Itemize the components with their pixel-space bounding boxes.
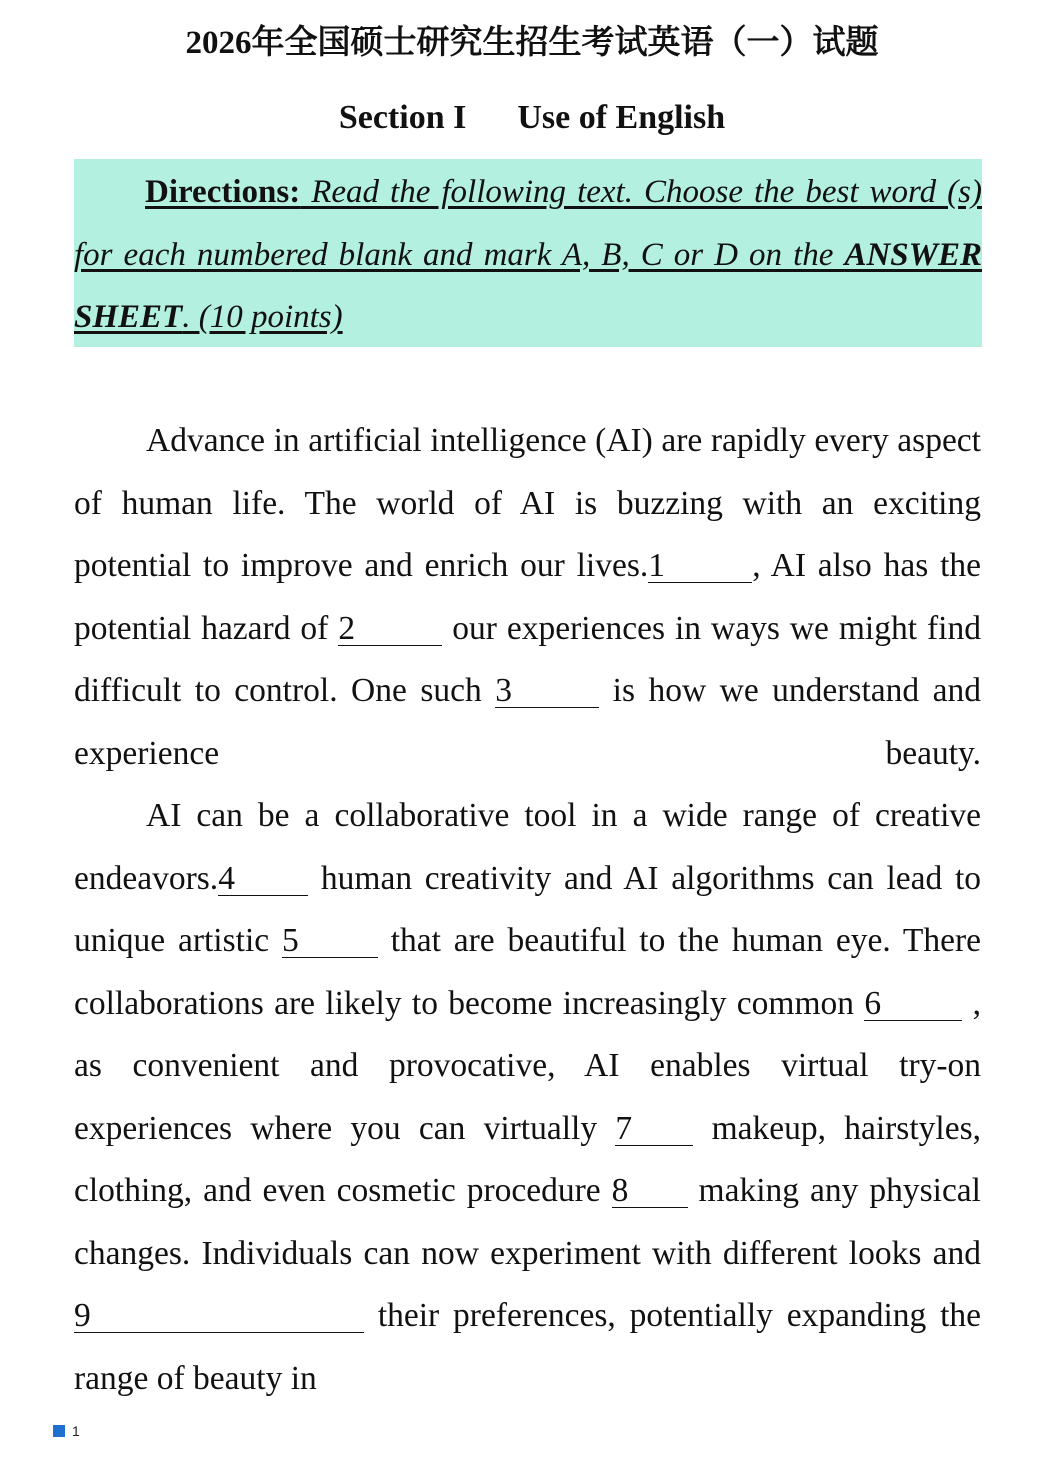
directions-body: Read the following text. Choose the best word (s) for each numbered blank and mark A, B, C or D on the xyxy=(74,174,982,273)
paragraph-2 xyxy=(74,785,981,1410)
section-heading xyxy=(0,96,1064,140)
page-marker-icon xyxy=(53,1425,65,1437)
blank-1: 1 xyxy=(648,549,752,583)
p2-sentence-6: making any physical changes. Individuals can now experiment with different looks and xyxy=(74,1172,981,1272)
blank-2: 2 xyxy=(338,612,442,646)
p1-sentence-3: our experiences in ways we might find difficult to control. One such xyxy=(74,609,981,709)
passage-text xyxy=(74,410,981,1410)
exam-title: 2026年全国硕士研究生招生考试英语（一）试题 xyxy=(185,25,879,61)
section-label: Section I xyxy=(338,99,467,136)
blank-8: 8 xyxy=(612,1174,688,1208)
p2-sentence-2: human creativity and AI algorithms can lead to unique artistic xyxy=(74,859,981,959)
p2-sentence-7: their preferences, potentially expanding the range of beauty in xyxy=(74,1297,981,1397)
p1-sentence-4: is how we understand and experience beauty. xyxy=(74,672,981,772)
page-number: 1 xyxy=(72,1423,80,1439)
blank-6: 6 xyxy=(864,987,962,1021)
p2-sentence-1: AI can be a collaborative tool in a wide range of creative endeavors. xyxy=(74,797,981,897)
p1-sentence-2: , AI also has the potential hazard of xyxy=(74,547,981,647)
directions-points: . (10 points) xyxy=(182,299,343,335)
section-gap xyxy=(466,99,517,136)
blank-3: 3 xyxy=(495,674,599,708)
blank-7: 7 xyxy=(615,1112,693,1146)
p2-sentence-5: makeup, hairstyles, clothing, and even cosmetic procedure xyxy=(74,1109,981,1209)
blank-9: 9 xyxy=(74,1299,364,1333)
answer-sheet-text: ANSWER SHEET xyxy=(74,236,982,335)
directions-block xyxy=(74,161,982,349)
paragraph-1 xyxy=(74,410,981,785)
directions-label: Directions: xyxy=(145,174,301,210)
p1-sentence-1: Advance in artificial intelligence (AI) are rapidly every aspect of human life. The world of AI is buzzing with an exciting potential to improve and enrich our lives. xyxy=(74,422,981,584)
p2-sentence-4: , as convenient and provocative, AI enables virtual try-on experiences where you can virtually xyxy=(74,984,982,1147)
blank-5: 5 xyxy=(282,924,378,958)
p2-sentence-3: that are beautiful to the human eye. There collaborations are likely to become increasingly common xyxy=(74,922,982,1022)
blank-4: 4 xyxy=(218,862,308,896)
section-name: Use of English xyxy=(517,99,726,136)
